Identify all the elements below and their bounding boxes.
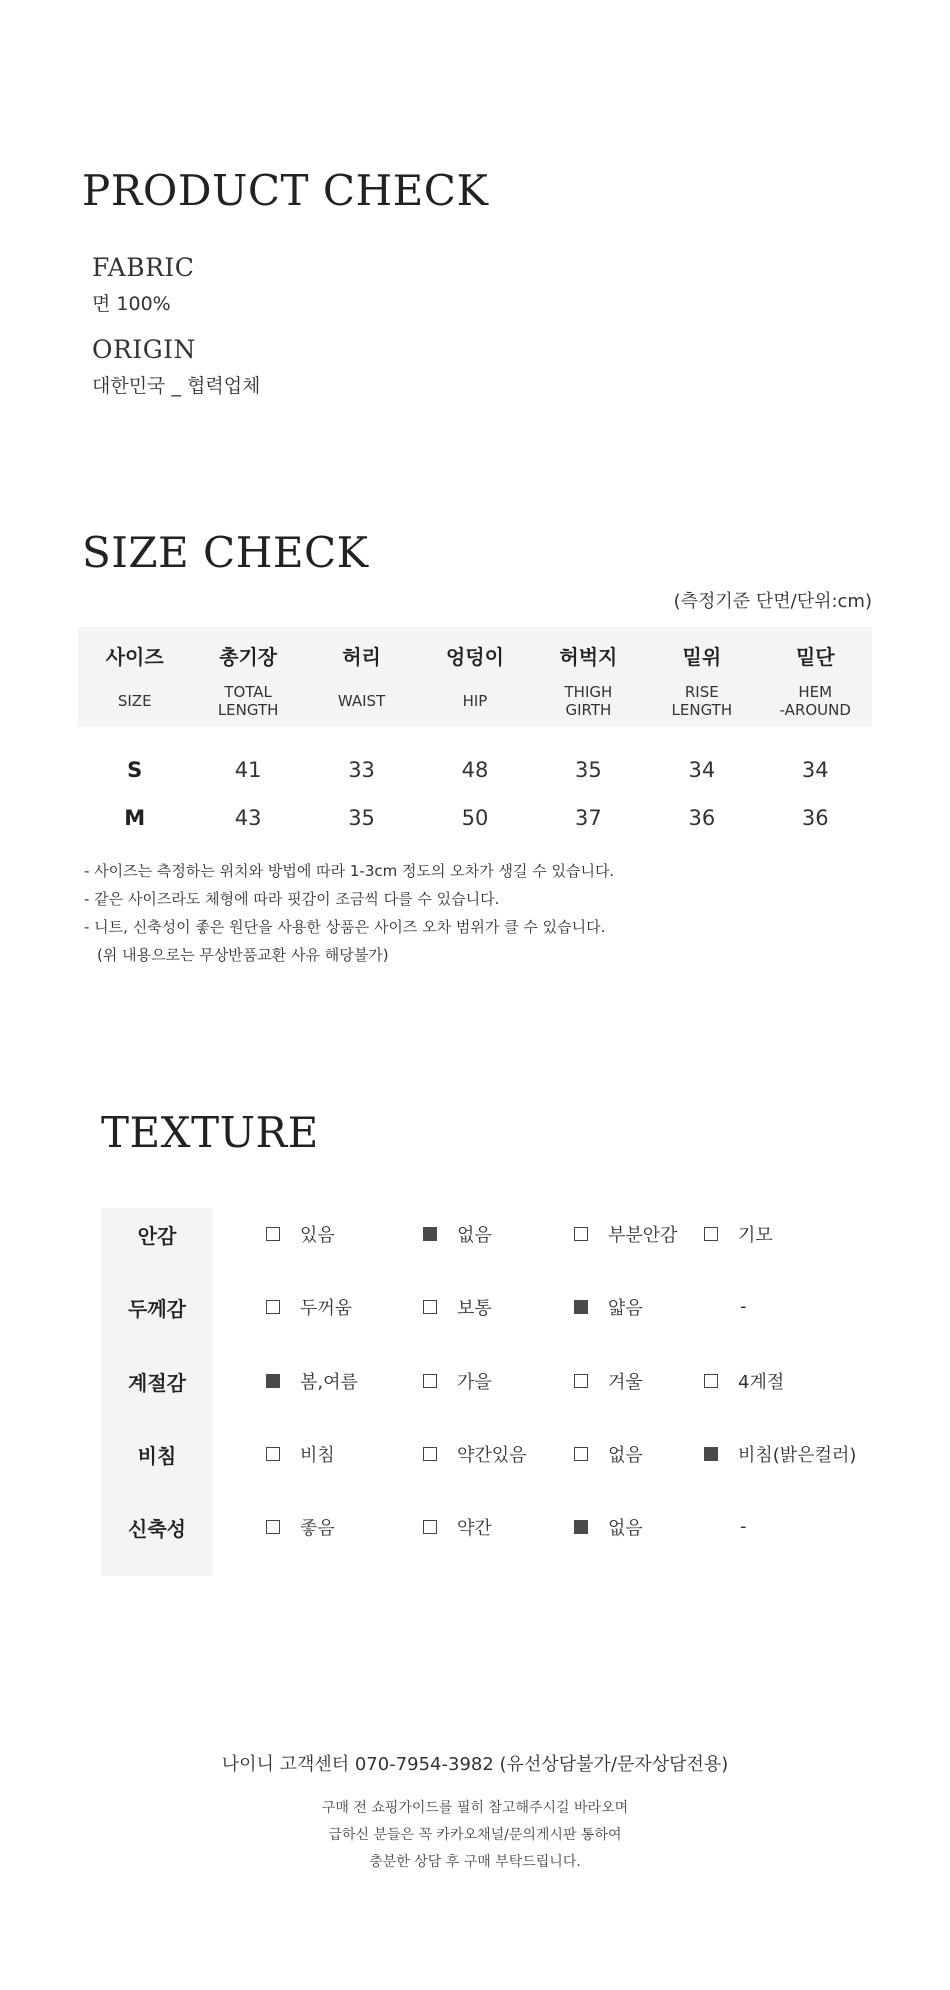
unchecked-box-icon [574, 1374, 588, 1388]
texture-label-stretch: 신축성 [128, 1517, 186, 1541]
size-note: - 니트, 신축성이 좋은 원단을 사용한 상품은 사이즈 오차 범위가 클 수 있습니다. [84, 918, 606, 936]
fabric-label: FABRIC [92, 253, 195, 282]
texture-option-label: 두꺼움 [300, 1298, 353, 1319]
header-thigh-girth [532, 627, 645, 727]
texture-option [266, 1219, 335, 1249]
header-ko: 허리 [342, 645, 381, 669]
value-cell: 36 [801, 806, 829, 830]
value-cell: 37 [575, 806, 602, 830]
checked-box-icon [574, 1300, 588, 1314]
fabric-value: 면 100% [92, 293, 171, 315]
size-note: - 같은 사이즈라도 체형에 따라 핏감이 조금씩 다를 수 있습니다. [84, 890, 500, 908]
table-row [78, 794, 872, 842]
checked-box-icon [423, 1227, 437, 1241]
texture-option-label: 겨울 [608, 1372, 643, 1393]
texture-option-label: 비침(밝은컬러) [738, 1445, 857, 1466]
value-cell: 36 [688, 806, 716, 830]
header-ko: 허벅지 [559, 645, 618, 669]
texture-option [704, 1219, 773, 1249]
header-en: SIZE [117, 692, 152, 710]
texture-option-label: 4계절 [738, 1372, 785, 1393]
texture-option-label: 없음 [457, 1225, 492, 1246]
checked-box-icon [266, 1374, 280, 1388]
header-en: TOTAL LENGTH [217, 683, 279, 719]
footer-line: 구매 전 쇼핑가이드를 필히 참고해주시길 바라오며 [321, 1800, 629, 1816]
measurement-unit-note: (측정기준 단면/단위:cm) [673, 591, 872, 612]
header-ko: 밑위 [682, 645, 722, 669]
texture-option [423, 1439, 527, 1469]
size-cell: S [127, 758, 143, 782]
texture-option [266, 1439, 335, 1469]
texture-option-label: 비침 [300, 1445, 335, 1466]
texture-option [423, 1292, 492, 1322]
texture-option-label: 봄,여름 [300, 1372, 358, 1393]
value-cell: 35 [575, 758, 602, 782]
footer-line: 충분한 상담 후 구매 부탁드립니다. [369, 1854, 581, 1870]
unchecked-box-icon [423, 1447, 437, 1461]
texture-option [266, 1512, 335, 1542]
texture-option [704, 1366, 784, 1396]
texture-option [423, 1512, 492, 1542]
size-cell: M [124, 806, 146, 830]
footer-line: 급하신 분들은 꼭 카카오채널/문의게시판 통하여 [328, 1827, 622, 1843]
header-ko: 총기장 [219, 645, 278, 669]
size-table-header-row [78, 627, 872, 727]
texture-option-label: 없음 [608, 1445, 643, 1466]
value-cell: 35 [348, 806, 375, 830]
texture-option [423, 1219, 492, 1249]
texture-option-label: 약간 [457, 1518, 492, 1539]
texture-option-label: 약간있음 [457, 1445, 527, 1466]
value-cell: 41 [234, 758, 262, 782]
texture-option [266, 1292, 352, 1322]
texture-option [704, 1439, 856, 1469]
header-rise-length [645, 627, 758, 727]
texture-label-column [101, 1208, 213, 1576]
size-check-title: SIZE CHECK [82, 528, 369, 577]
header-ko: 엉덩이 [445, 645, 504, 669]
texture-option [423, 1366, 492, 1396]
texture-label-season: 계절감 [128, 1371, 186, 1395]
value-cell: 34 [801, 758, 829, 782]
customer-center-line: 나이니 고객센터 070-7954-3982 (유선상담불가/문자상담전용) [221, 1754, 729, 1775]
table-row [78, 727, 872, 794]
header-en: THIGH GIRTH [564, 683, 613, 719]
size-note: (위 내용으로는 무상반품교환 사유 해당불가) [97, 946, 389, 964]
origin-label: ORIGIN [92, 335, 196, 364]
unchecked-box-icon [266, 1227, 280, 1241]
texture-label-sheerness: 비침 [137, 1444, 177, 1468]
unchecked-box-icon [266, 1300, 280, 1314]
header-ko: 사이즈 [105, 645, 164, 669]
header-en: RISE LENGTH [671, 683, 733, 719]
header-hem-around [759, 627, 872, 727]
texture-option [574, 1366, 643, 1396]
value-cell: 33 [348, 758, 375, 782]
texture-label-lining: 안감 [137, 1224, 177, 1248]
texture-title: TEXTURE [101, 1108, 319, 1157]
checked-box-icon [704, 1447, 718, 1461]
texture-option-label: 없음 [608, 1518, 643, 1539]
texture-option-label: 얇음 [608, 1298, 643, 1319]
texture-option [574, 1219, 678, 1249]
header-en: HEM -AROUND [779, 683, 851, 719]
texture-option [574, 1439, 643, 1469]
not-applicable-dash: - [740, 1516, 747, 1537]
size-table [78, 627, 872, 842]
texture-option-label: 좋음 [300, 1518, 335, 1539]
value-cell: 48 [461, 758, 489, 782]
texture-option-label: 가을 [457, 1372, 492, 1393]
unchecked-box-icon [423, 1374, 437, 1388]
header-total-length [191, 627, 304, 727]
texture-option-label: 부분안감 [608, 1225, 678, 1246]
texture-option-label: 기모 [738, 1225, 773, 1246]
value-cell: 34 [688, 758, 716, 782]
unchecked-box-icon [574, 1447, 588, 1461]
texture-option [266, 1366, 358, 1396]
header-size [78, 627, 191, 727]
product-check-title: PRODUCT CHECK [82, 166, 489, 215]
unchecked-box-icon [423, 1520, 437, 1534]
unchecked-box-icon [266, 1447, 280, 1461]
unchecked-box-icon [574, 1227, 588, 1241]
unchecked-box-icon [423, 1300, 437, 1314]
header-en: WAIST [337, 692, 386, 710]
header-hip [418, 627, 531, 727]
texture-option [574, 1292, 643, 1322]
not-applicable-dash: - [740, 1296, 747, 1317]
texture-option-label: 보통 [457, 1298, 492, 1319]
value-cell: 50 [461, 806, 489, 830]
unchecked-box-icon [266, 1520, 280, 1534]
header-ko: 밑단 [795, 645, 835, 669]
origin-value: 대한민국 _ 협력업체 [92, 375, 261, 397]
header-waist [305, 627, 418, 727]
value-cell: 43 [234, 806, 262, 830]
checked-box-icon [574, 1520, 588, 1534]
header-en: HIP [462, 692, 488, 710]
unchecked-box-icon [704, 1227, 718, 1241]
unchecked-box-icon [704, 1374, 718, 1388]
texture-option-label: 있음 [300, 1225, 335, 1246]
texture-label-thickness: 두께감 [128, 1297, 186, 1321]
texture-option [574, 1512, 643, 1542]
size-note: - 사이즈는 측정하는 위치와 방법에 따라 1-3cm 정도의 오차가 생길 수 있습니다. [84, 862, 615, 880]
